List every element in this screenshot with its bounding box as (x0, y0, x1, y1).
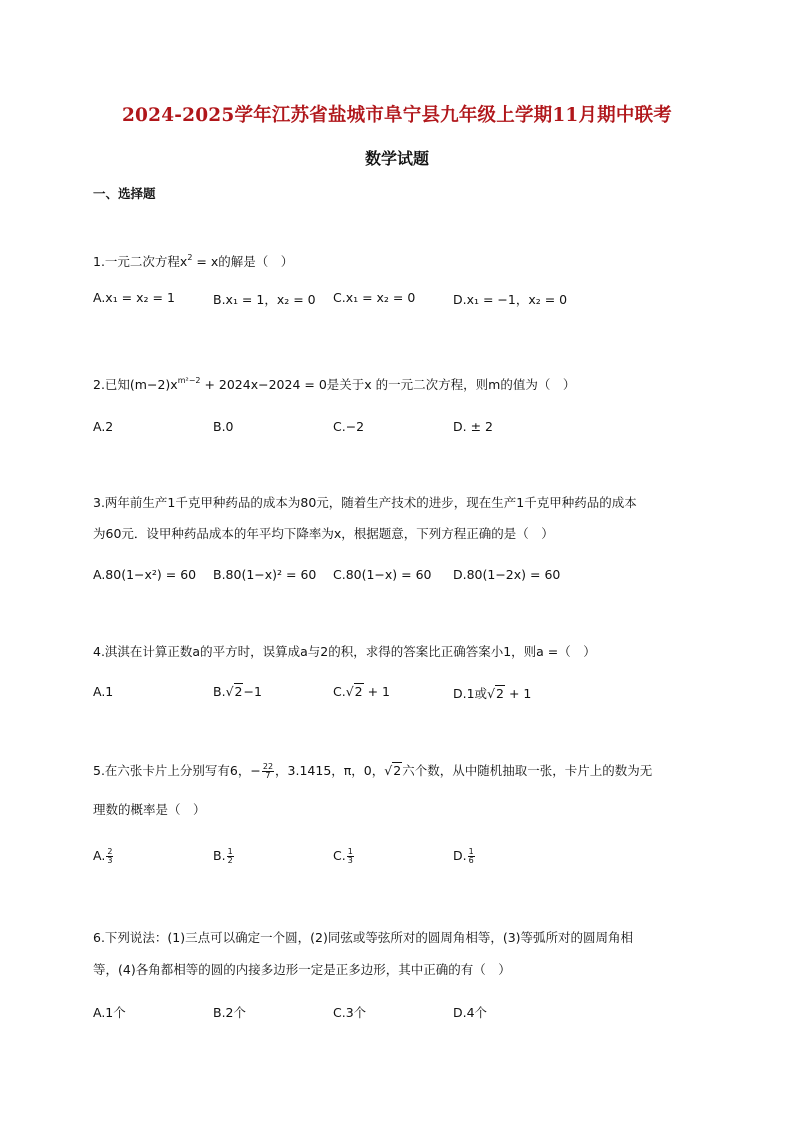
question-3-option-d: D.80(1−2x) = 60 (453, 567, 561, 582)
question-5-stem-line1: 5.在六张卡片上分别写有6，− $\frac{22}{7}$ ，3.1415，π，0，√2六个数，从中随机抽取一张，卡片上的数为无 (93, 762, 653, 780)
fraction: $\frac{1}{6}$ (468, 847, 474, 865)
sqrt-symbol: √2 (225, 684, 243, 699)
question-1-option-d: D.x₁ = −1，x₂ = 0 (453, 292, 568, 307)
question-5-option-b: B. $\frac{1}{2}$ (213, 847, 233, 865)
question-1-stem: 1.一元二次方程$x^2 = x$的解是（ ） (93, 253, 294, 269)
question-2-options (93, 419, 693, 435)
fraction: $\frac{2}{3}$ (107, 847, 113, 865)
question-6-options (93, 1003, 693, 1019)
sqrt-symbol: √2 (384, 763, 402, 778)
sqrt-symbol: √2 (345, 684, 363, 699)
question-3-options (93, 567, 693, 583)
question-2-option-d: D. ± 2 (453, 419, 493, 434)
question-1-option-c: C.x₁ = x₂ = 0 (333, 290, 416, 305)
question-6-option-b: B.2个 (213, 1005, 247, 1020)
question-3-option-b: B.80(1−x)² = 60 (213, 567, 317, 582)
question-4-option-c: C.√2 + 1 (333, 684, 390, 699)
exam-title: 2024-2025学年江苏省盐城市阜宁县九年级上学期11月期中联考 (121, 105, 672, 126)
sqrt-symbol: √2 (487, 686, 504, 701)
question-3-option-a: A.80(1−x²) = 60 (93, 567, 197, 582)
question-4-stem: 4.淇淇在计算正数a的平方时，误算成a与2的积，求得的答案比正确答案小1，则a =（ ） (93, 644, 596, 659)
question-4-option-d: D.1或√2 + 1 (453, 686, 532, 701)
fraction: $\frac{1}{2}$ (227, 847, 233, 865)
question-1-options (93, 290, 693, 306)
fraction: $\frac{1}{3}$ (347, 847, 353, 865)
question-2-stem: 2.已知$(m-2)x^{m^2-2} + 2024x-2024 = 0$是关于x 的一元二次方程，则m的值为（ ） (93, 376, 576, 392)
question-2-option-a: A.2 (93, 419, 114, 434)
question-2-option-b: B.0 (213, 419, 234, 434)
question-4-option-b: B.√2−1 (213, 684, 262, 699)
question-3-option-c: C.80(1−x) = 60 (333, 567, 432, 582)
exam-subtitle: 数学试题 (364, 149, 429, 168)
question-2-option-c: C.−2 (333, 419, 365, 434)
question-6-option-a: A.1个 (93, 1005, 126, 1020)
question-1-option-b: B.x₁ = 1，x₂ = 0 (213, 292, 316, 307)
section-heading: 一、选择题 (93, 186, 156, 201)
question-6-stem-line2: 等，(4)各角都相等的圆的内接多边形一定是正多边形，其中正确的有（ ） (93, 962, 511, 977)
question-6-stem-line1: 6.下列说法：(1)三点可以确定一个圆，(2)同弦或等弦所对的圆周角相等，(3)等弧所对的圆周角相 (93, 930, 634, 945)
question-4-options (93, 684, 693, 700)
question-6-option-c: C.3个 (333, 1005, 367, 1020)
fraction: $\frac{22}{7}$ (262, 762, 274, 780)
question-1-option-a: A.x₁ = x₂ = 1 (93, 290, 175, 305)
question-3-stem-line1: 3.两年前生产1千克甲种药品的成本为80元，随着生产技术的进步，现在生产1千克甲种药品的成本 (93, 495, 637, 510)
question-5-option-d: D. $\frac{1}{6}$ (453, 847, 474, 865)
question-4-option-a: A.1 (93, 684, 114, 699)
question-5-option-a: A. $\frac{2}{3}$ (93, 847, 113, 865)
question-5-stem-line2: 理数的概率是（ ） (93, 802, 206, 817)
question-5-option-c: C. $\frac{1}{3}$ (333, 847, 353, 865)
question-3-stem-line2: 为60元．设甲种药品成本的年平均下降率为x，根据题意，下列方程正确的是（ ） (93, 526, 554, 541)
question-5-options (93, 848, 693, 864)
question-6-option-d: D.4个 (453, 1005, 488, 1020)
